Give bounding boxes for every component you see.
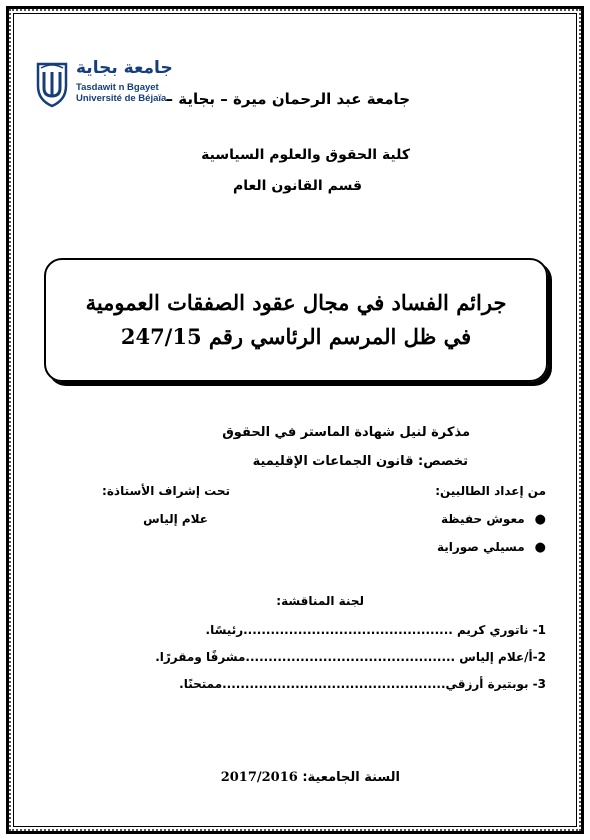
committee-label: لجنة المناقشة: xyxy=(276,594,364,608)
logo-arabic-name: جامعة بجاية xyxy=(76,58,173,78)
student-name: معوش حفيظة xyxy=(441,512,525,526)
university-logo xyxy=(32,60,182,108)
committee-member: 2-أ/علام إلياس ..............................................مشرفًا ومقررًا. xyxy=(155,650,546,664)
bullet-icon: ● xyxy=(534,512,546,527)
faculty-name: كلية الحقوق والعلوم السياسية xyxy=(201,147,410,163)
student-item xyxy=(441,512,546,527)
university-emblem-icon xyxy=(32,60,72,108)
logo-latin-line1: Tasdawit n Bgayet xyxy=(76,82,159,93)
bullet-icon: ● xyxy=(534,540,546,555)
university-name: جامعة عبد الرحمان ميرة – بجاية – xyxy=(165,90,410,108)
logo-latin-name xyxy=(76,82,166,104)
supervisor-name: علام إلياس xyxy=(143,512,208,526)
student-name: مسيلي صوراية xyxy=(436,540,525,554)
committee-member: 3- بوبتيرة أرزقي.................................................ممتحنًا. xyxy=(179,677,546,691)
committee-member: 1- ناتوري كريم ..............................................رئيسًا. xyxy=(205,623,546,637)
memo-specialization: تخصص: قانون الجماعات الإقليمية xyxy=(252,454,468,469)
department-name: قسم القانون العام xyxy=(233,178,362,194)
memo-purpose: مذكرة لنيل شهادة الماستر في الحقوق xyxy=(222,425,470,440)
thesis-title-line-2: في ظل المرسم الرئاسي رقم 247/15 xyxy=(120,324,472,349)
students-label: من إعداد الطالبين: xyxy=(435,484,546,498)
supervision-label: تحت إشراف الأستاذة: xyxy=(102,484,230,498)
academic-year-label: السنة الجامعية: xyxy=(302,770,400,785)
thesis-title-box xyxy=(44,258,548,382)
logo-latin-line2: Université de Béjaïa xyxy=(76,93,167,104)
page-frame-inner xyxy=(13,13,577,827)
thesis-title-line-1: جرائم الفساد في مجال عقود الصفقات العمومية xyxy=(85,290,507,315)
student-item xyxy=(437,540,546,555)
academic-year-value: 2017/2016 xyxy=(220,770,298,785)
academic-year xyxy=(221,770,400,785)
